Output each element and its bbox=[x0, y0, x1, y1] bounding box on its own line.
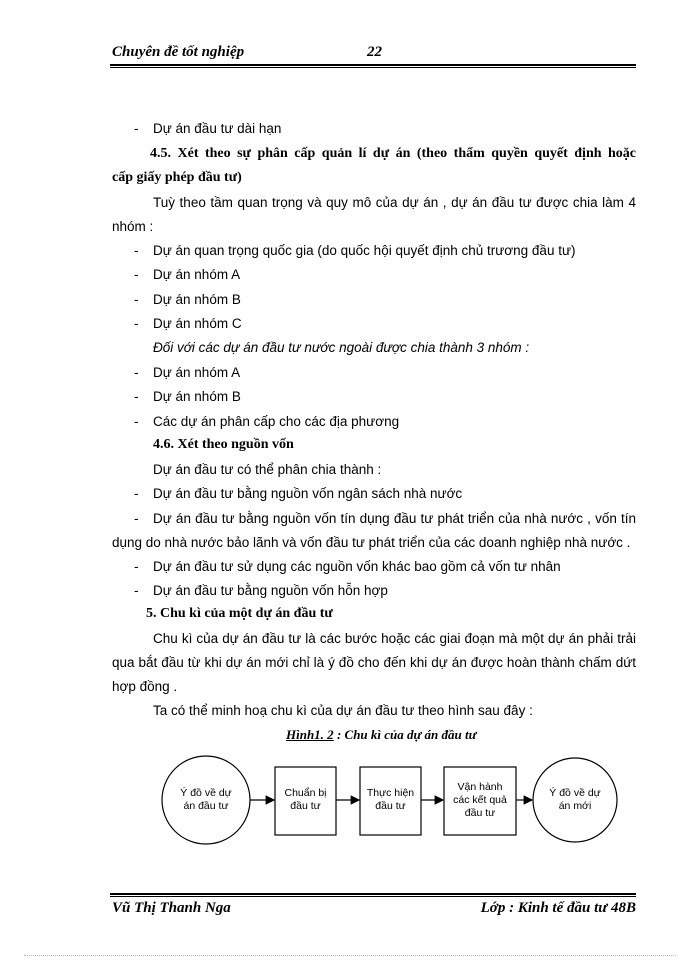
list-item: Dự án nhóm B bbox=[153, 389, 241, 404]
paragraph: Tuỳ theo tầm quan trọng và quy mô của dự án , dự án đầu tư được chia làm 4 bbox=[153, 195, 636, 210]
list-item-cont: dụng do nhà nước bảo lãnh và vốn đầu tư phát triển của các doanh nghiệp nhà nước . bbox=[112, 535, 631, 550]
section-heading-4-5: 4.5. Xét theo sự phân cấp quản lí dự án (theo thẩm quyền quyết định hoặc bbox=[150, 146, 636, 161]
bullet-dash: - bbox=[134, 559, 139, 574]
bullet-dash: - bbox=[134, 243, 139, 258]
figure-label: Hình1. 2 bbox=[286, 727, 334, 742]
footer-rule bbox=[110, 893, 636, 895]
bullet-dash: - bbox=[134, 414, 139, 429]
list-item: Dự án nhóm C bbox=[153, 316, 242, 331]
list-item: Dự án đầu tư bằng nguồn vốn ngân sách nhà nước bbox=[153, 486, 463, 501]
list-item: Dự án nhóm A bbox=[153, 365, 241, 380]
bullet-dash: - bbox=[134, 583, 139, 598]
foreign-investment-note: Đối với các dự án đầu tư nước ngoài được chia thành 3 nhóm : bbox=[153, 340, 530, 355]
paragraph-cont: hợp đồng . bbox=[112, 679, 178, 694]
node-prep-label: Chuẩn bị đầu tư bbox=[284, 787, 327, 812]
page-break-line bbox=[24, 955, 676, 956]
node-exec-label: Thực hiện đầu tư bbox=[366, 787, 415, 812]
bullet-dash: - bbox=[134, 121, 139, 136]
paragraph-cont: nhóm : bbox=[112, 219, 154, 234]
section-heading-5: 5. Chu kì của một dự án đầu tư bbox=[146, 606, 333, 621]
list-item: Dự án đầu tư dài hạn bbox=[153, 121, 282, 136]
figure-caption-text: : Chu kì của dự án đầu tư bbox=[333, 727, 477, 742]
list-item: Các dự án phân cấp cho các địa phương bbox=[153, 414, 400, 429]
list-item: Dự án nhóm B bbox=[153, 292, 241, 307]
bullet-dash: - bbox=[134, 316, 139, 331]
paragraph: Ta có thể minh hoạ chu kì của dự án đầu tư theo hình sau đây : bbox=[153, 703, 533, 718]
bullet-dash: - bbox=[134, 365, 139, 380]
page-number: 22 bbox=[367, 44, 382, 60]
node-start-label: Ý đồ về dự án đầu tư bbox=[180, 787, 232, 812]
bullet-dash: - bbox=[134, 267, 139, 282]
header-title: Chuyên đề tốt nghiệp bbox=[112, 44, 245, 60]
node-operate-label: Vận hành các kết quả đầu tư bbox=[453, 780, 507, 819]
list-item: Dự án đầu tư bằng nguồn vốn hỗn hợp bbox=[153, 583, 388, 598]
footer-class: Lớp : Kinh tế đầu tư 48B bbox=[480, 900, 636, 916]
paragraph-cont: qua bắt đầu từ khi dự án mới chỉ là ý đồ cho đến khi dự án được hoàn thành chấm dứt bbox=[112, 655, 636, 670]
bullet-dash: - bbox=[134, 486, 139, 501]
paragraph: Chu kì của dự án đầu tư là các bước hoặc các giai đoạn mà một dự án phải trải bbox=[153, 631, 636, 646]
node-end-label: Ý đồ về dự án mới bbox=[549, 787, 601, 812]
list-item: Dự án đầu tư bằng nguồn vốn tín dụng đầu tư phát triển của nhà nước , vốn tín bbox=[153, 511, 636, 526]
bullet-dash: - bbox=[134, 511, 139, 526]
list-item: Dự án nhóm A bbox=[153, 267, 241, 282]
bullet-dash: - bbox=[134, 292, 139, 307]
list-item: Dự án quan trọng quốc gia (do quốc hội quyết định chủ trương đầu tư) bbox=[153, 243, 576, 258]
paragraph: Dự án đầu tư có thể phân chia thành : bbox=[153, 462, 382, 477]
section-heading-4-6: 4.6. Xét theo nguồn vốn bbox=[153, 437, 294, 452]
footer-author: Vũ Thị Thanh Nga bbox=[112, 900, 231, 916]
list-item: Dự án đầu tư sử dụng các nguồn vốn khác bao gồm cả vốn tư nhân bbox=[153, 559, 561, 574]
section-heading-4-5-cont: cấp giấy phép đầu tư) bbox=[112, 170, 242, 185]
bullet-dash: - bbox=[134, 389, 139, 404]
footer-rule-thin bbox=[110, 896, 636, 897]
